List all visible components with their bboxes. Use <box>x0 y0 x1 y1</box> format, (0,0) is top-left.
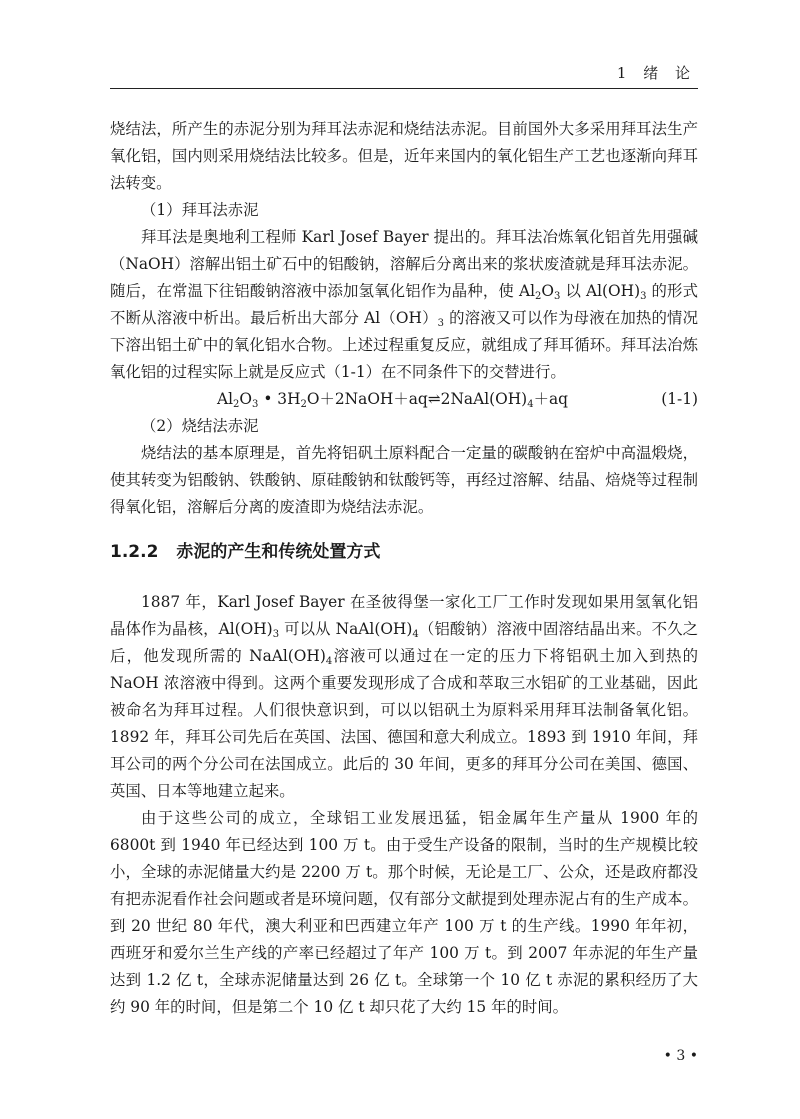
equation-formula: $Al_2O_3$ • $3H_2O+2NaOH+aq\rightleftharpoons 2NaAl(OH)_4+aq$ <box>217 390 568 410</box>
paragraph-sintering-process: 烧结法的基本原理是，首先将铝矾土原料配合一定量的碳酸钠在窑炉中高温煅烧，使其转变为铝酸钠、铁酸钠、原硅酸钠和钛酸钙等，再经过溶解、结晶、焙烧等过程制得氧化铝，溶解后分离的废渣即为烧结法赤泥。 <box>110 444 698 516</box>
section-heading <box>110 537 698 567</box>
subheading-sintering-red-mud: （2）烧结法赤泥 <box>141 417 259 435</box>
paragraph-sintering-intro: 烧结法，所产生的赤泥分别为拜耳法赤泥和烧结法赤泥。目前国外大多采用拜耳法生产氧化铝，国内则采用烧结法比较多。但是，近年来国内的氧化铝生产工艺也逐渐向拜耳法转变。 <box>110 120 698 192</box>
page-number: • 3 • <box>663 1048 698 1064</box>
page-content <box>110 116 698 1021</box>
running-header <box>110 62 698 89</box>
running-title: 1 绪 论 <box>616 64 696 82</box>
equation-1-1 <box>110 386 698 413</box>
paragraph-bayer-process: 拜耳法是奥地利工程师 Karl Josef Bayer 提出的。拜耳法冶炼氧化铝首先用强碱（NaOH）溶解出铝土矿石中的铝酸钠，溶解后分离出来的浆状废渣就是拜耳法赤泥。随后，在常温下往铝酸钠溶液中添加氢氧化铝作为晶种，使 $Al_2O_3$ 以 $Al(OH)_3$ 的形式不断从溶液中析出。最后析出大部分 $Al(OH)_3$ 的溶液又可以作为母液在加热的情况下溶出铝土矿中的氧化铝水合物。上述过程重复反应，就组成了拜耳循环。拜耳法冶炼氧化铝的过程实际上就是反应式（1-1）在不同条件下的交替进行。 <box>110 228 698 381</box>
section-title: 赤泥的产生和传统处置方式 <box>176 542 381 562</box>
equation-number: (1-1) <box>661 390 698 408</box>
section-number: 1.2.2 <box>110 542 159 562</box>
paragraph-red-mud-growth: 由于这些公司的成立，全球铝工业发展迅猛，铝金属年生产量从 1900 年的 6800t 到 1940 年已经达到 100 万 t。由于受生产设备的限制，当时的生产规模比较小，全球的赤泥储量大约是 2200 万 t。那个时候，无论是工厂、公众，还是政府都没有把赤泥看作社会问题或者是环境问题，仅有部分文献提到处理赤泥占有的生产成本。到 20 世纪 80 年代，澳大利亚和巴西建立年产 100 万 t 的生产线。1990 年年初，西班牙和爱尔兰生产线的产率已经超过了年产 100 万 t。到 2007 年赤泥的年生产量达到 1.2 亿 t，全球赤泥储量达到 26 亿 t。全球第一个 10 亿 t 赤泥的累积经历了大约 90 年的时间，但是第二个 10 亿 t 却只花了大约 15 年的时间。 <box>110 809 698 1016</box>
paragraph-bayer-history: 1887 年，Karl Josef Bayer 在圣彼得堡一家化工厂工作时发现如果用氢氧化铝晶体作为晶核，$Al(OH)_3$ 可以从 $NaAl(OH)_4$（铝酸钠）溶液中固溶结晶出来。不久之后，他发现所需的 $NaAl(OH)_4$溶液可以通过在一定的压力下将铝矾土加入到热的 NaOH 浓溶液中得到。这两个重要发现形成了合成和萃取三水铝矿的工业基础，因此被命名为拜耳过程。人们很快意识到，可以以铝矾土为原料采用拜耳法制备氧化铝。1892 年，拜耳公司先后在英国、法国、德国和意大利成立。1893 到 1910 年间，拜耳公司的两个分公司在法国成立。此后的 30 年间，更多的拜耳分公司在美国、德国、英国、日本等地建立起来。 <box>110 593 698 800</box>
subheading-bayer-red-mud: （1）拜耳法赤泥 <box>141 201 259 219</box>
